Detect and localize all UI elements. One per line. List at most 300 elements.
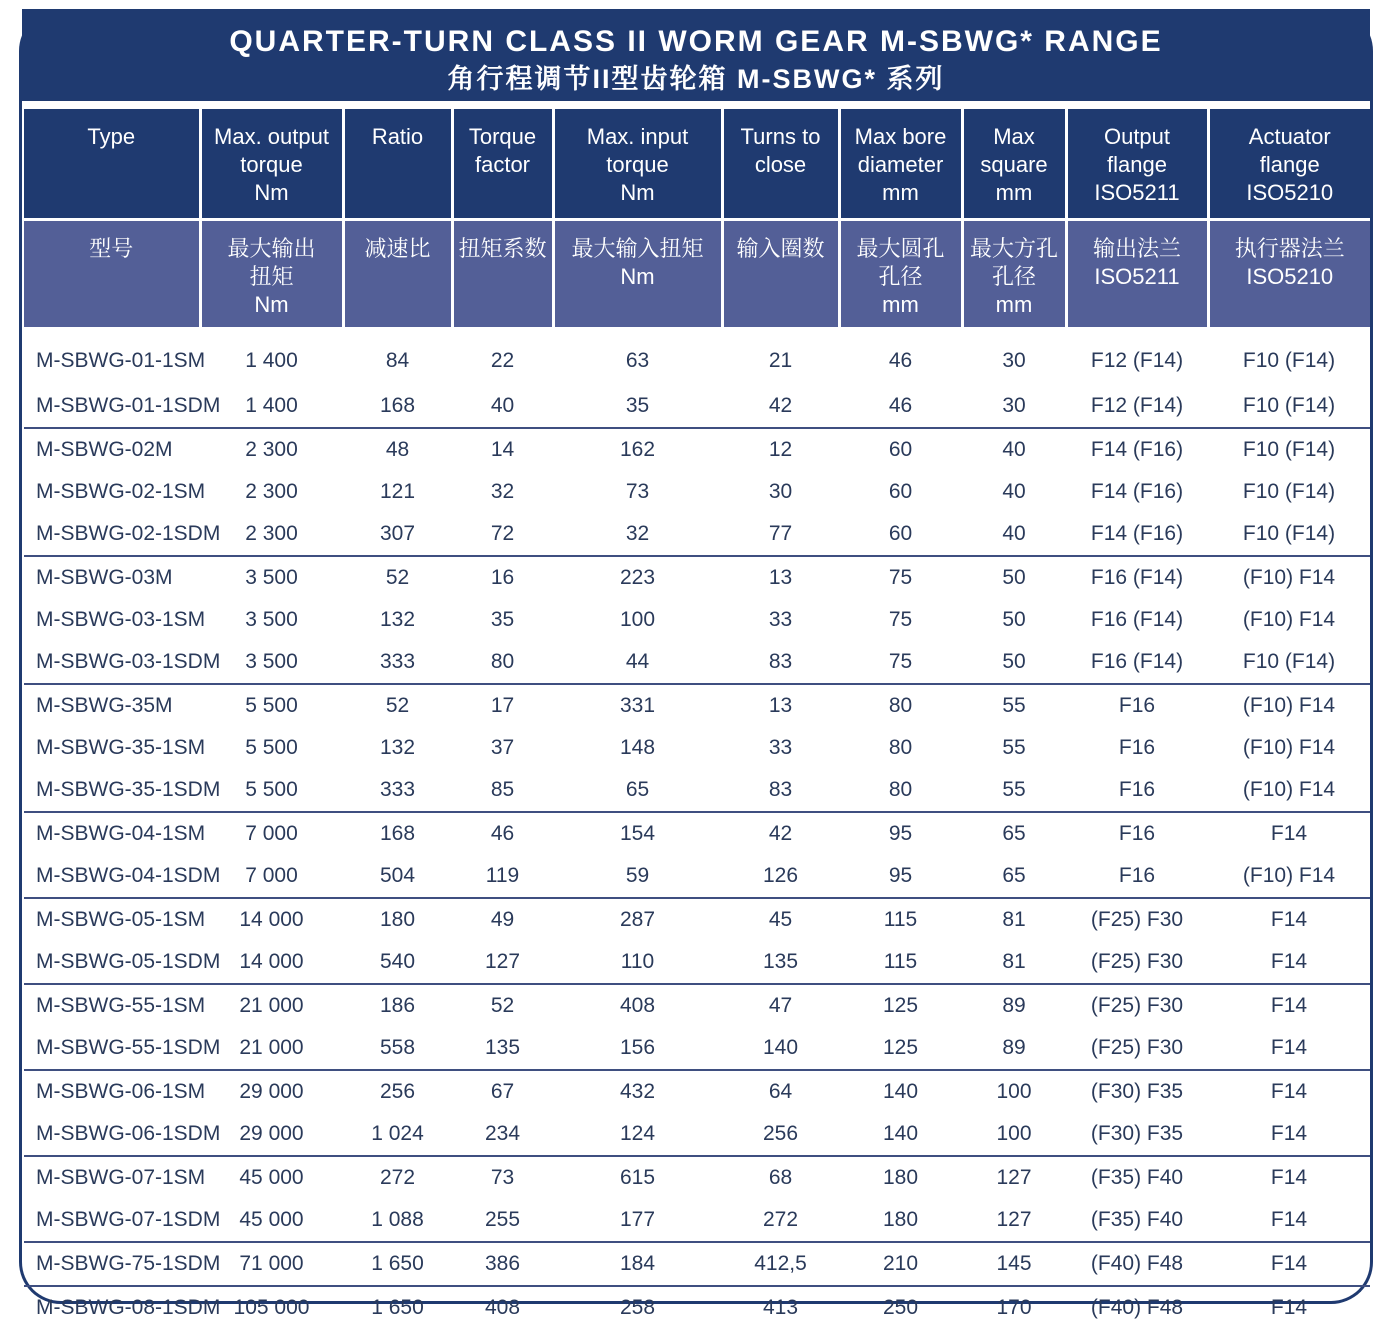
header-line: Ratio xyxy=(371,124,424,149)
value-cell: 80 xyxy=(888,736,913,759)
value-cell: 1 088 xyxy=(371,1208,424,1231)
type-cell: M-SBWG-01-1SM xyxy=(36,349,206,372)
header-line: mm xyxy=(882,180,919,205)
value-cell: 386 xyxy=(452,1242,553,1286)
value-cell: 80 xyxy=(490,650,515,673)
value-cell: 33 xyxy=(768,736,793,759)
header-line: Nm xyxy=(254,291,289,317)
value-cell: 55 xyxy=(1002,736,1026,759)
value-cell: (F25) F30 xyxy=(1090,950,1184,973)
value-cell: (F40) F48 xyxy=(1066,1286,1208,1329)
type-cell: M-SBWG-35-1SM xyxy=(36,736,206,759)
header-line: torque xyxy=(240,152,303,177)
value-cell: (F30) F35 xyxy=(1090,1122,1184,1145)
value-cell: 180 xyxy=(343,898,452,941)
value-cell: 7 000 xyxy=(200,812,343,855)
table-row xyxy=(24,471,1370,513)
table-row xyxy=(24,684,1370,727)
value-cell: 21 xyxy=(768,349,793,372)
value-cell: 30 xyxy=(768,480,793,503)
value-cell: F10 (F14) xyxy=(1242,480,1336,503)
value-cell: 30 xyxy=(1002,349,1026,372)
value-cell: 1 400 xyxy=(245,349,298,372)
value-cell: (F35) F40 xyxy=(1066,1156,1208,1199)
value-cell: 272 xyxy=(343,1156,452,1199)
value-cell: 333 xyxy=(379,650,416,673)
value-cell: F14 (F16) xyxy=(1090,480,1184,503)
value-cell: (F10) F14 xyxy=(1208,684,1370,727)
header-line: Nm xyxy=(620,263,655,289)
value-cell: 21 000 xyxy=(200,984,343,1027)
type-cell: M-SBWG-02-1SDM xyxy=(36,522,221,545)
header-line: Type xyxy=(87,124,136,149)
worm-gear-spec-table xyxy=(24,109,1370,1329)
value-cell: 81 xyxy=(962,898,1066,941)
header-line: 最大圆孔 xyxy=(856,235,945,261)
value-cell: 40 xyxy=(962,428,1066,471)
value-cell: 140 xyxy=(882,1122,919,1145)
table-row xyxy=(24,428,1370,471)
header-line: ISO5211 xyxy=(1094,263,1180,289)
value-cell: 135 xyxy=(484,1036,521,1059)
value-cell: F16 xyxy=(1066,684,1208,727)
value-cell: 55 xyxy=(962,684,1066,727)
value-cell: F16 xyxy=(1118,778,1156,801)
value-cell: 95 xyxy=(888,864,913,887)
header-line: 最大输出 xyxy=(227,235,316,261)
value-cell: 115 xyxy=(839,898,962,941)
type-cell: M-SBWG-03M xyxy=(24,556,200,599)
value-cell: 45 000 xyxy=(239,1208,304,1231)
value-cell: F12 (F14) xyxy=(1090,394,1184,417)
value-cell: 234 xyxy=(484,1122,521,1145)
header-line: Nm xyxy=(254,180,289,205)
value-cell: 2 300 xyxy=(245,522,298,545)
value-cell: (F10) F14 xyxy=(1242,736,1336,759)
value-cell: 156 xyxy=(619,1036,656,1059)
table-row xyxy=(24,327,1370,385)
value-cell: 14 000 xyxy=(239,950,304,973)
english-header-cell xyxy=(343,109,452,219)
value-cell: 540 xyxy=(379,950,416,973)
value-cell: 145 xyxy=(962,1242,1066,1286)
value-cell: 45 000 xyxy=(200,1156,343,1199)
value-cell: 35 xyxy=(490,608,515,631)
value-cell: 72 xyxy=(490,522,515,545)
value-cell: 48 xyxy=(343,428,452,471)
header-line: mm xyxy=(882,291,919,317)
value-cell: 127 xyxy=(962,1156,1066,1199)
value-cell: 95 xyxy=(839,812,962,855)
header-line: mm xyxy=(995,291,1033,317)
value-cell: 73 xyxy=(625,480,650,503)
value-cell: 75 xyxy=(888,608,913,631)
value-cell: 16 xyxy=(452,556,553,599)
value-cell: 83 xyxy=(768,778,793,801)
header-row-chinese xyxy=(24,219,1370,327)
value-cell: 42 xyxy=(768,394,793,417)
value-cell: 432 xyxy=(553,1070,722,1113)
type-cell: M-SBWG-03-1SDM xyxy=(36,650,221,673)
table-row xyxy=(24,556,1370,599)
value-cell: 1 650 xyxy=(343,1286,452,1329)
value-cell: 210 xyxy=(839,1242,962,1286)
value-cell: 258 xyxy=(553,1286,722,1329)
value-cell: 100 xyxy=(996,1122,1032,1145)
table-body xyxy=(24,327,1370,1329)
value-cell: 125 xyxy=(839,984,962,1027)
table-row xyxy=(24,1286,1370,1329)
value-cell: 162 xyxy=(553,428,722,471)
header-line: 孔径 xyxy=(878,263,923,289)
value-cell: 168 xyxy=(379,394,416,417)
value-cell: 170 xyxy=(962,1286,1066,1329)
value-cell: 154 xyxy=(553,812,722,855)
value-cell: 272 xyxy=(762,1208,799,1231)
type-cell: M-SBWG-55-1SM xyxy=(24,984,200,1027)
header-row-english xyxy=(24,109,1370,219)
header-line: 执行器法兰 xyxy=(1234,235,1345,261)
value-cell: (F10) F14 xyxy=(1208,556,1370,599)
value-cell: F12 (F14) xyxy=(1090,349,1184,372)
value-cell: 250 xyxy=(839,1286,962,1329)
value-cell: 52 xyxy=(343,684,452,727)
value-cell: 65 xyxy=(1002,864,1026,887)
value-cell: F10 (F14) xyxy=(1242,349,1336,372)
header-line: Max xyxy=(993,124,1035,149)
header-line: Actuator xyxy=(1248,124,1331,149)
value-cell: 13 xyxy=(722,684,839,727)
chinese-header-cell xyxy=(722,219,839,327)
value-cell: F14 (F16) xyxy=(1090,522,1184,545)
header-line: 扭矩 xyxy=(249,263,294,289)
table-row xyxy=(24,855,1370,898)
value-cell: 81 xyxy=(1002,950,1026,973)
english-header-cell xyxy=(24,109,200,219)
chinese-header-cell xyxy=(1066,219,1208,327)
value-cell: 71 000 xyxy=(200,1242,343,1286)
type-cell: M-SBWG-55-1SDM xyxy=(36,1036,221,1059)
value-cell: 13 xyxy=(722,556,839,599)
value-cell: 12 xyxy=(722,428,839,471)
header-line: 型号 xyxy=(89,235,134,261)
value-cell: 186 xyxy=(343,984,452,1027)
value-cell: 2 300 xyxy=(200,428,343,471)
value-cell: 64 xyxy=(722,1070,839,1113)
value-cell: 65 xyxy=(625,778,650,801)
english-header-cell xyxy=(722,109,839,219)
english-header-cell xyxy=(452,109,553,219)
value-cell: 67 xyxy=(452,1070,553,1113)
header-line: ISO5210 xyxy=(1246,180,1334,205)
header-line: flange xyxy=(1107,152,1167,177)
value-cell: (F40) F48 xyxy=(1066,1242,1208,1286)
english-header-cell xyxy=(553,109,722,219)
type-cell: M-SBWG-02M xyxy=(24,428,200,471)
value-cell: (F10) F14 xyxy=(1242,778,1336,801)
header-line: 最大方孔 xyxy=(969,235,1058,261)
value-cell: 7 000 xyxy=(245,864,298,887)
value-cell: 32 xyxy=(625,522,650,545)
value-cell: (F30) F35 xyxy=(1066,1070,1208,1113)
value-cell: 83 xyxy=(768,650,793,673)
value-cell: 42 xyxy=(722,812,839,855)
header-line: 输入圈数 xyxy=(736,235,825,261)
value-cell: F16 xyxy=(1066,812,1208,855)
value-cell: F16 xyxy=(1118,864,1156,887)
english-header-cell xyxy=(1208,109,1370,219)
value-cell: 333 xyxy=(379,778,416,801)
value-cell: 60 xyxy=(888,480,913,503)
table-row xyxy=(24,1027,1370,1070)
type-cell: M-SBWG-35M xyxy=(24,684,200,727)
table-row xyxy=(24,769,1370,812)
value-cell: 50 xyxy=(1002,608,1026,631)
value-cell: 1 400 xyxy=(245,394,298,417)
value-cell: 615 xyxy=(553,1156,722,1199)
value-cell: 1 024 xyxy=(371,1122,424,1145)
value-cell: F10 (F14) xyxy=(1208,428,1370,471)
type-cell: M-SBWG-04-1SDM xyxy=(36,864,221,887)
value-cell: F14 xyxy=(1208,812,1370,855)
type-cell: M-SBWG-04-1SM xyxy=(24,812,200,855)
value-cell: F14 xyxy=(1208,1286,1370,1329)
value-cell: 119 xyxy=(485,864,520,887)
type-cell: M-SBWG-02-1SM xyxy=(36,480,206,503)
chinese-header-cell xyxy=(962,219,1066,327)
value-cell: F10 (F14) xyxy=(1242,394,1336,417)
value-cell: 121 xyxy=(379,480,416,503)
value-cell: 85 xyxy=(490,778,515,801)
value-cell: F16 (F14) xyxy=(1066,556,1208,599)
value-cell: F16 (F14) xyxy=(1090,650,1184,673)
value-cell: (F25) F30 xyxy=(1066,984,1208,1027)
type-cell: M-SBWG-35-1SDM xyxy=(36,778,221,801)
type-cell: M-SBWG-06-1SM xyxy=(24,1070,200,1113)
value-cell: 504 xyxy=(379,864,416,887)
header-line: Max bore xyxy=(854,124,947,149)
type-cell: M-SBWG-05-1SDM xyxy=(36,950,221,973)
value-cell: 89 xyxy=(1002,1036,1026,1059)
header-line: Max. output xyxy=(214,124,329,149)
value-cell: 68 xyxy=(722,1156,839,1199)
value-cell: (F35) F40 xyxy=(1090,1208,1184,1231)
value-cell: F14 xyxy=(1208,1070,1370,1113)
type-cell: M-SBWG-01-1SDM xyxy=(36,394,221,417)
type-cell: M-SBWG-08-1SDM xyxy=(24,1286,200,1329)
value-cell: 2 300 xyxy=(245,480,298,503)
value-cell: 5 500 xyxy=(245,736,298,759)
value-cell: 55 xyxy=(1002,778,1026,801)
value-cell: 180 xyxy=(882,1208,919,1231)
chinese-header-cell xyxy=(200,219,343,327)
value-cell: 100 xyxy=(619,608,656,631)
table-row xyxy=(24,941,1370,984)
value-cell: 75 xyxy=(888,650,913,673)
value-cell: 14 xyxy=(452,428,553,471)
value-cell: 52 xyxy=(452,984,553,1027)
value-cell: 89 xyxy=(962,984,1066,1027)
value-cell: 60 xyxy=(888,522,913,545)
value-cell: 100 xyxy=(962,1070,1066,1113)
type-cell: M-SBWG-06-1SDM xyxy=(36,1122,221,1145)
table-row xyxy=(24,898,1370,941)
value-cell: 124 xyxy=(619,1122,656,1145)
value-cell: F16 (F14) xyxy=(1090,608,1184,631)
value-cell: 17 xyxy=(452,684,553,727)
value-cell: 140 xyxy=(762,1036,799,1059)
value-cell: 3 500 xyxy=(200,556,343,599)
header-line: Max. input xyxy=(586,124,689,149)
value-cell: (F25) F30 xyxy=(1090,1036,1184,1059)
table-row xyxy=(24,984,1370,1027)
value-cell: 46 xyxy=(452,812,553,855)
chinese-header-cell xyxy=(24,219,200,327)
value-cell: 14 000 xyxy=(200,898,343,941)
header-line: square xyxy=(980,152,1048,177)
value-cell: F14 (F16) xyxy=(1066,428,1208,471)
table-row xyxy=(24,1070,1370,1113)
chinese-header-cell xyxy=(1208,219,1370,327)
header-line: factor xyxy=(474,152,531,177)
value-cell: 140 xyxy=(839,1070,962,1113)
value-cell: F14 xyxy=(1208,1242,1370,1286)
value-cell: F14 xyxy=(1208,984,1370,1027)
value-cell: 558 xyxy=(379,1036,416,1059)
header-line: flange xyxy=(1259,152,1320,177)
value-cell: 413 xyxy=(722,1286,839,1329)
value-cell: 30 xyxy=(1002,394,1026,417)
chinese-header-cell xyxy=(839,219,962,327)
value-cell: (F10) F14 xyxy=(1242,864,1336,887)
english-header-cell xyxy=(200,109,343,219)
value-cell: 184 xyxy=(553,1242,722,1286)
table-row xyxy=(24,385,1370,428)
value-cell: 47 xyxy=(722,984,839,1027)
value-cell: F14 xyxy=(1270,1122,1308,1145)
value-cell: 40 xyxy=(1002,480,1026,503)
value-cell: 29 000 xyxy=(239,1122,304,1145)
table-row xyxy=(24,812,1370,855)
value-cell: 75 xyxy=(839,556,962,599)
value-cell: 45 xyxy=(722,898,839,941)
value-cell: 5 500 xyxy=(200,684,343,727)
value-cell: 287 xyxy=(553,898,722,941)
header-line: Output xyxy=(1103,124,1171,149)
title-bar xyxy=(22,9,1370,101)
value-cell: F14 xyxy=(1208,898,1370,941)
value-cell: 307 xyxy=(379,522,416,545)
header-line: torque xyxy=(606,152,669,177)
value-cell: 125 xyxy=(882,1036,919,1059)
header-line: ISO5211 xyxy=(1094,180,1180,205)
header-line: ISO5210 xyxy=(1246,263,1334,289)
value-cell: 46 xyxy=(888,349,913,372)
header-line: 最大输入扭矩 xyxy=(571,235,704,261)
value-cell: 148 xyxy=(619,736,656,759)
value-cell: 33 xyxy=(768,608,793,631)
value-cell: 77 xyxy=(768,522,793,545)
value-cell: 132 xyxy=(379,608,416,631)
value-cell: 49 xyxy=(452,898,553,941)
value-cell: 256 xyxy=(762,1122,799,1145)
value-cell: 21 000 xyxy=(239,1036,304,1059)
value-cell: 256 xyxy=(343,1070,452,1113)
value-cell: 168 xyxy=(343,812,452,855)
english-header-cell xyxy=(839,109,962,219)
value-cell: 127 xyxy=(996,1208,1032,1231)
value-cell: 29 000 xyxy=(200,1070,343,1113)
value-cell: (F25) F30 xyxy=(1066,898,1208,941)
value-cell: 135 xyxy=(762,950,799,973)
chinese-header-cell xyxy=(553,219,722,327)
value-cell: 408 xyxy=(553,984,722,1027)
value-cell: 177 xyxy=(619,1208,656,1231)
spec-table-frame xyxy=(19,9,1373,1319)
value-cell: 1 650 xyxy=(343,1242,452,1286)
value-cell: F10 (F14) xyxy=(1242,650,1336,673)
header-line: diameter xyxy=(857,152,944,177)
table-row xyxy=(24,727,1370,769)
header-line: 输出法兰 xyxy=(1092,235,1181,261)
value-cell: 46 xyxy=(888,394,913,417)
value-cell: 35 xyxy=(625,394,650,417)
type-cell: M-SBWG-07-1SM xyxy=(24,1156,200,1199)
value-cell: 63 xyxy=(625,349,650,372)
value-cell: 412,5 xyxy=(722,1242,839,1286)
value-cell: 65 xyxy=(962,812,1066,855)
table-row xyxy=(24,1242,1370,1286)
type-cell: M-SBWG-75-1SDM xyxy=(24,1242,200,1286)
value-cell: 37 xyxy=(490,736,515,759)
value-cell: 3 500 xyxy=(245,608,298,631)
value-cell: F14 xyxy=(1208,1156,1370,1199)
header-line: 孔径 xyxy=(991,263,1036,289)
header-line: Turns to xyxy=(740,124,821,149)
value-cell: 80 xyxy=(888,778,913,801)
value-cell: F10 (F14) xyxy=(1242,522,1336,545)
value-cell: 80 xyxy=(839,684,962,727)
table-row xyxy=(24,1199,1370,1242)
value-cell: 408 xyxy=(452,1286,553,1329)
value-cell: 255 xyxy=(484,1208,521,1231)
value-cell: 50 xyxy=(1002,650,1026,673)
chinese-header-cell xyxy=(343,219,452,327)
value-cell: 180 xyxy=(839,1156,962,1199)
value-cell: F16 xyxy=(1118,736,1156,759)
english-header-cell xyxy=(1066,109,1208,219)
value-cell: 115 xyxy=(883,950,918,973)
header-line: 扭矩系数 xyxy=(458,235,547,261)
value-cell: 5 500 xyxy=(245,778,298,801)
type-cell: M-SBWG-05-1SM xyxy=(24,898,200,941)
table-row xyxy=(24,1156,1370,1199)
value-cell: 331 xyxy=(553,684,722,727)
value-cell: 127 xyxy=(484,950,521,973)
value-cell: 50 xyxy=(962,556,1066,599)
value-cell: 105 000 xyxy=(200,1286,343,1329)
header-line: close xyxy=(754,152,807,177)
header-line: 减速比 xyxy=(364,235,431,261)
header-line: mm xyxy=(995,180,1033,205)
table-row xyxy=(24,599,1370,641)
value-cell: 3 500 xyxy=(245,650,298,673)
value-cell: 126 xyxy=(762,864,799,887)
header-line: Torque xyxy=(468,124,537,149)
table-row xyxy=(24,641,1370,684)
chinese-header-cell xyxy=(452,219,553,327)
table-row xyxy=(24,513,1370,556)
